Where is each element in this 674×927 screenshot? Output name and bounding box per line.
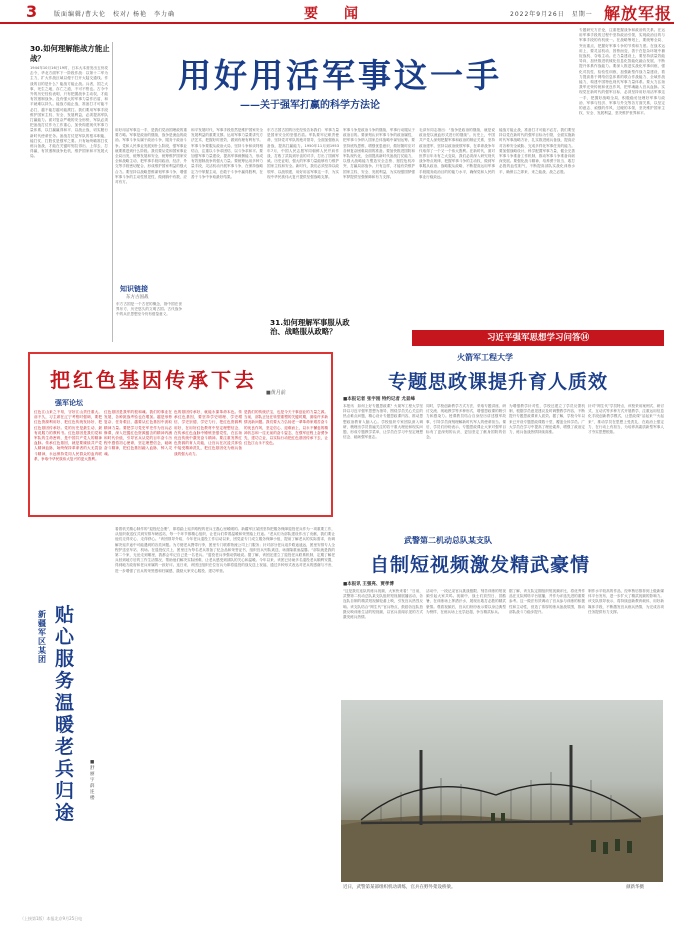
xinjiang-kicker: 新疆军区某团 xyxy=(38,610,46,664)
photo-caption: 近日，武警第某部组织机动训练，官兵在野外架设桥梁。 xyxy=(343,885,456,890)
xinjiang-title: 贴心服务温暖老兵归途 xyxy=(55,604,75,824)
lead-col-4: 军事斗争是政治斗争的继续，军事行动服从于政治目的。要深刻认识军事斗争的政治属性，把军事斗争纳入国家总体战略中谋划运筹。要坚持底线思维，增强忧患意识，做好随时应对各种复杂困难局面的准备。要加快推进国防和军队现代化，全面提高新时代备战打仗能力，以强大战略能力塑造安全态势、遏控危机冲突、打赢局部战争。只有这样，才能有效维护国家主权、安全、发展利益，为实现强国梦强军梦提供坚强保障和有力支撑。 xyxy=(343,128,415,179)
huojian-title: 专题思政课提升育人质效 xyxy=(388,371,609,393)
huojian-col-4: 针对“网生代”学员特点，该校采用案例式、研讨式、互动式等多种方式开展教学，注重运用信息化手段创新教学模式，让思政课“活起来”“火起来”，推动学员在思想上受洗礼、在政治上强定力、在行动上有担当，为培养高素质新型军事人才夯实思想根基。 xyxy=(588,404,664,435)
lead-col-1: 用好用活军事这一手，是我们党治国理政的重要方略。军事是政治的继续，战争是流血的政治。军事斗争从属于政治斗争，服务于政治斗争。党和人民事业发展到什么阶段，强军事业就要推进到什么阶段。我们要从党和国家事业全局出发，统筹发展和安全，统筹维护国家安全和战略主动，把军事手段同政治、经济、外交等手段密切配合，形成维护国家利益的强大合力。要坚持以战略思维谋划军事斗争，增强军事斗争的主动性预见性，做到胸中有数、应对有方。 xyxy=(115,128,187,185)
knowledge-box-body: 东方古国是一个古老的概念，指中国在世界东方，历史悠久的文明古国。古代战争中的兵法思想至今仍有借鉴意义。 xyxy=(116,302,182,317)
footer-note: （上接第1版）本报北京9月25日电 xyxy=(20,916,83,921)
lead-col-3: 东方古国古国的历史经验告诉我们：军事力量是国家安全的坚强后盾。军队要牢记职责使命，坚持党对军队的绝对领导，全面加强练兵备战，提高打赢能力。1950年11月到1953年7月，中国人民志愿军同朝鲜人民并肩作战，打败了武装到牙齿的对手，打出了国威军威。历史证明，强大的军事力量能够有力维护国家主权和安全。新时代，我们必须坚持以政领军、以战领建，用好用活军事这一手，为实现中华民族伟大复兴提供坚强战略支撑。 xyxy=(267,128,339,179)
huojian-byline: ■本报记者 张宇刚 特约记者 尤显峰 xyxy=(343,397,415,402)
red-gene-col-4: 是我们的传统法宝，也是今天干事创业的力量之源。当前，部队正处在转型重塑的关键时期，面临许多新情况新问题。我们要大力弘扬老一辈革命家艰苦奋斗的优良作风，坚定信心、迎难而上，以永不懈怠的精神状态和一往无前的奋斗姿态，在强军征程上奋勇争先、建功立业，以实际行动把红色基因传承下去，让红色江山永不变色。 xyxy=(244,410,328,446)
xinjiang-body: 看着机关精心制作的“退役纪念册”，即将踏上返乡路程的老兵王磊心里暖暖的。新疆军区某团坚持把服务保障退役老兵作为一项重要工作，从组织欢送仪式到安排车辆送站，每一个环节都精心组织，让老兵们带着温暖和荣誉踏上归途。“老兵们为部队建设作出了贡献，我们要让他们走得安心、走得舒心。”该团领导介绍，今年老兵退役工作启动以来，团党委专门成立服务保障小组，提前了解老兵的实际需求，协调解决返乡途中可能遇到的各类问题。为方便老兵携带行李，团里专门联系物流公司上门服务；针对部分老兵返乡路途遥远，团里安排专人全程护送至车站、机场。在退役仪式上，团里还为每名老兵准备了纪念品和荣誉证书，组织官兵列队欢送，场面隆重而温馨。“部队就是我的第二个家，无论走到哪里，我都会牢记自己是一名老兵。”退役老兵李强动情地说。据了解，该团还建立了退役老兵联系机制，定期了解老兵回到地方后的工作生活情况，帮助他们解决实际困难，让老兵感受到部队的关心和温暖。今年以来，该团已协助多名退役老兵顺利安置，得到地方政府和老兵家属的一致好评。连日来，该团还组织在位官兵为即将退役的战友送上祝福，通过多种形式表达对老兵的感谢与不舍，进一步增强了官兵的荣誉感和归属感，激励大家安心服役、建功军营。 xyxy=(115,527,335,573)
wujing-title: 自制短视频激发精武豪情 xyxy=(370,554,591,576)
red-gene-col-1: 红色江山来之不易，守好江山责任重大。前不久，习主席在辽宁考察时强调，要把红色资源利用好、把红色传统发扬好、把红色基因传承好。党的历史是最生动、最有说服力的教科书。红色基因是我们党和军队的生命密码，是中国共产党人的精神血脉。传承红色基因，就是要赓续共产党人精神血脉，始终保持革命者的大无畏奋斗精神，永远保持党同人民群众的血肉联系，争取中华民族伟大复兴的更大胜利。 xyxy=(34,410,102,461)
series-banner: 习近平强军思想学习问答⑭ xyxy=(412,330,664,346)
article-30-body: 1944年10月16日19时，日本大本营发出五份攻击令，华北方面军下一阶段作战：以第十二军为主力，扩大作战区域以便于打开大陆交通线。作战的目的是什么？能战方能止战。兵者，国之大事，死生之地，存亡之道，不可不察也。古今中外的历史经验表明，只有把握战争主动权，才能有效遏制战争。没有强大的军事力量作后盾，和平就难以持久。能战方能止战，准备打才可能不必打，越不能打越可能挨打。我们要用军事手段维护国家主权、安全、发展利益，必须提高军队打赢能力。面对复杂严峻的安全形势，军队必须把备战打仗作为工作重心，加快构建现代军事力量体系，以打赢赢得和平、以战止战，切实履行新时代使命任务。备战打仗是军队的根本职能，能打仗、打胜仗是强军之要。只有始终瞄准打仗练兵备战，才能在关键时刻拉得出、上得去、打得赢，有效遏制战争危机，维护国家和平发展大局。 xyxy=(30,66,108,159)
issue-date: 2022年9月26日 星期一 xyxy=(510,11,593,18)
xinjiang-byline: ■舒丽宇 薛连楼 xyxy=(90,760,99,801)
bridge-training-photo xyxy=(341,700,663,882)
lead-col-6: 能战方能止战，准备打才可能不必打。我们要坚持以党在新时代的强军目标为引领，全面实施新时代军事战略方针，扎实推进练兵备战，提高应对各种安全威胁、完成多样化军事任务的能力。要加强战略设计，科学配置军事力量，健全完善军事斗争准备工作机制，推动军事斗争准备向纵深发展。要强化战斗精神，培养勇于担当、敢打必胜的血性胆气，不断提高部队实战化训练水平，确保召之即来、来之能战、战之必胜。 xyxy=(499,128,575,174)
lead-col-2: 和平发展时代，军事手段依然是维护国家安全发展利益的重要支撑。运用军事力量要讲究方法艺术，把握好时度效，做到有理有利有节。军事斗争要服从政治大局，坚持斗争和谈判相结合，注重以斗争求团结、以斗争求和平。要加强军事力量建设，提高军事威慑能力，形成有效遏制战争的强大力量。要统筹运用多种力量手段，灵活机动开展军事斗争，在保持战略定力中掌握主动，在敢于斗争中赢得胜利，在善于斗争中争取最好结果。 xyxy=(191,128,263,179)
huojian-col-2: 同时，学校创新教学方式方法，采取专题讲座、研讨交流、现地教学等多种形式，增强思政课的吸引力和感染力。授课教员结合自身经历讲述强军故事，引导学员深刻理解新时代军人的使命担当。课后，学员们纷纷表示，专题思政课让大家对强军目标有了更深刻的认识，更加坚定了献身国防的信念。 xyxy=(426,404,506,440)
lead-col-7: 专题研究方法论，注重把握战争和政治的关系。在运用军事手段的过程中坚持政治引领，实现政治目的与军事手段的有机统一。在战略筹划上，要统筹全局、突出重点，把握好军事斗争的节奏和力度。在战术运用上，要灵活机动、因势而变，善于在复杂环境中捕捉战机、夺取主动。在力量建设上，要坚持质量效能导向，加快推进机械化信息化智能化融合发展，不断提升体系作战能力。要深入推进实战化军事训练，强化对抗性、检验性训练，加强新型作战力量建设，着力提高基于网络信息体系的联合作战能力、全域作战能力，构建中国特色现代军事力量体系。要大力弘扬我军光荣传统和优良作风，把军魂融入官兵血脉。实现党在新时代的强军目标，必须坚持用好用活军事这一手，把握好战略全局，积极稳妥处理好军事与政治、军事与经济、军事与外交等各方面关系，以坚定的意志、顽强的作风、过硬的本领，坚决维护国家主权、安全、发展利益，坚决维护世界和平。 xyxy=(579,28,665,116)
lead-subtitle: ——关于强军打赢的科学方法论 xyxy=(240,100,380,111)
edition-info: 版面编辑/曹大伦 校对/ 杨艳 李力确 xyxy=(54,11,175,18)
red-gene-title: 把红色基因传承下去 xyxy=(50,368,257,392)
wujing-col-1: “这是我们连队的练兵视频，大家快来看！”日前，武警第二机动总队某支队组织短视频展播活动，各连队自制的精武短视频轮番上映，引发官兵热烈反响。该支队结合“网生代”官兵特点，鼓励各连队拍摄反映训练生活的短视频，以官兵喜闻乐见的方式激发练兵热情。 xyxy=(343,589,423,620)
question-31-title: 31.如何理解军事服从政治、战略服从政略？ xyxy=(270,318,350,336)
wujing-byline: ■本报讯 王强亮、贾孝博 xyxy=(343,582,394,587)
knowledge-box-subtitle: 东方古国战 xyxy=(126,295,149,300)
wujing-col-2: 活动中，一段记录官兵挑战极限、刻苦训练的短视频引起大家共鸣。视频中，战士们顶烈日、冒酷暑，在训练场上挥洒汗水，展现出敢打必胜的精武豪情。观看视频后，官兵们纷纷表示要以身边典型为榜样，在练兵场上比学赶超，争当精武标兵。 xyxy=(426,589,506,614)
section-title: 要 闻 xyxy=(304,6,364,22)
red-gene-col-2: 红色基因是我军的根和魂。我们的事业在发展，各种挑战考验也在增加。越是形势复杂、任务艰巨，越要从红色基因中汲取精神力量。要把学习党史军史作为官兵必修课，深入挖掘红色资源蕴含的精神内涵和时代价值，引导官兵从党的百年奋斗历程中感悟初心使命，坚定理想信念，砥砺奋斗精神，把红色基因融入血脉、铸入灵魂。 xyxy=(104,410,172,456)
forum-label: 强军论坛 xyxy=(55,399,83,407)
page-number: 3 xyxy=(26,2,38,21)
huojian-col-3: 为增强教学针对性，学校还建立了学员反馈机制，根据学员意见建议及时调整教学内容，不断提升专题思政课育人质效。据了解，学校今年以来已开设专题思政课数十堂，覆盖全体学员。广大学员在学习中提高了理论素养，增强了政治定力，练兵备战热情持续高涨。 xyxy=(509,404,585,435)
lead-title: 用好用活军事这一手 xyxy=(178,56,502,95)
masthead-logo: 解放军报 xyxy=(604,4,673,23)
wujing-col-3: 据了解，该支队定期组织短视频评比，将优秀作品在支队网络平台展播，并作为评选先进的重要参考。这一做法有效调动了官兵参与训练的积极性和主动性，营造了浓厚的练兵备战氛围，推动部队战斗力稳步提升。 xyxy=(509,589,585,614)
knowledge-box-title: 知识链接 xyxy=(120,285,148,293)
huojian-col-1: 本报讯 如何上好专题思政课？火箭军工程大学坚持以习近平强军思想为指导，围绕学员关心关注的热点难点问题，精心设计专题思政课内容，推动思想政治教育入脑入心。学校组织专家团队深入调研，梳理出学员普遍关注的若干重大理论和现实问题，形成专题教学菜单，让学员在学习中坚定理想信念、砥砺强军意志。 xyxy=(343,404,423,440)
red-gene-col-3: 色的基因传承好，就能永葆革命本色。传承红色基因，要坚持学史明理、学史增信、学史崇德、学史力行，把红色资源利用好，在用好红色教材中坚定理想信念，在传承红色血脉中锤炼坚强党性，在弘扬优良传统中激发奋斗精神。要注重发挥红色资源的育人功能，让官兵在沉浸式体验中接受精神洗礼，把红色基因化为练兵备战的强大动力。 xyxy=(174,410,242,456)
wujing-col-4: 制作水平较高的作品，经审核后推荐到上级新媒体平台发布，进一步扩大了精武视频的影响力。该支队领导表示，将持续创新教育载体，用好新媒体手段，不断激发官兵练兵热情，为完成各项任务提供有力支撑。 xyxy=(588,589,664,614)
wujing-kicker: 武警第二机动总队某支队 xyxy=(404,536,492,545)
column-divider xyxy=(112,42,113,342)
article-30-title: 30.如何理解能战方能止战？ xyxy=(30,44,110,63)
red-gene-author: ■黄月前 xyxy=(266,390,286,396)
photo-credit: 颜新华摄 xyxy=(626,885,644,890)
lead-col-5: 毛泽东同志指出：“战争是政治的继续，就是说政治是以流血形式进行的继续”。历史上，中国共产党人深刻把握军事和政治的辩证关系，坚持政治建军，坚持以政治统领军事，在革命战争年代取得了一个又一个伟大胜利。在新时代，面对世界百年未有之大变局，我们必须深入研究现代战争特点规律，把握军事斗争的主动权，做到军事服从政治、战略服从政略，不断提高运用军事手段服务政治目的的能力水平，确保党和人民的事业行稳致远。 xyxy=(419,128,495,179)
huojian-kicker: 火箭军工程大学 xyxy=(457,353,513,362)
bridge-illustration xyxy=(341,700,663,882)
